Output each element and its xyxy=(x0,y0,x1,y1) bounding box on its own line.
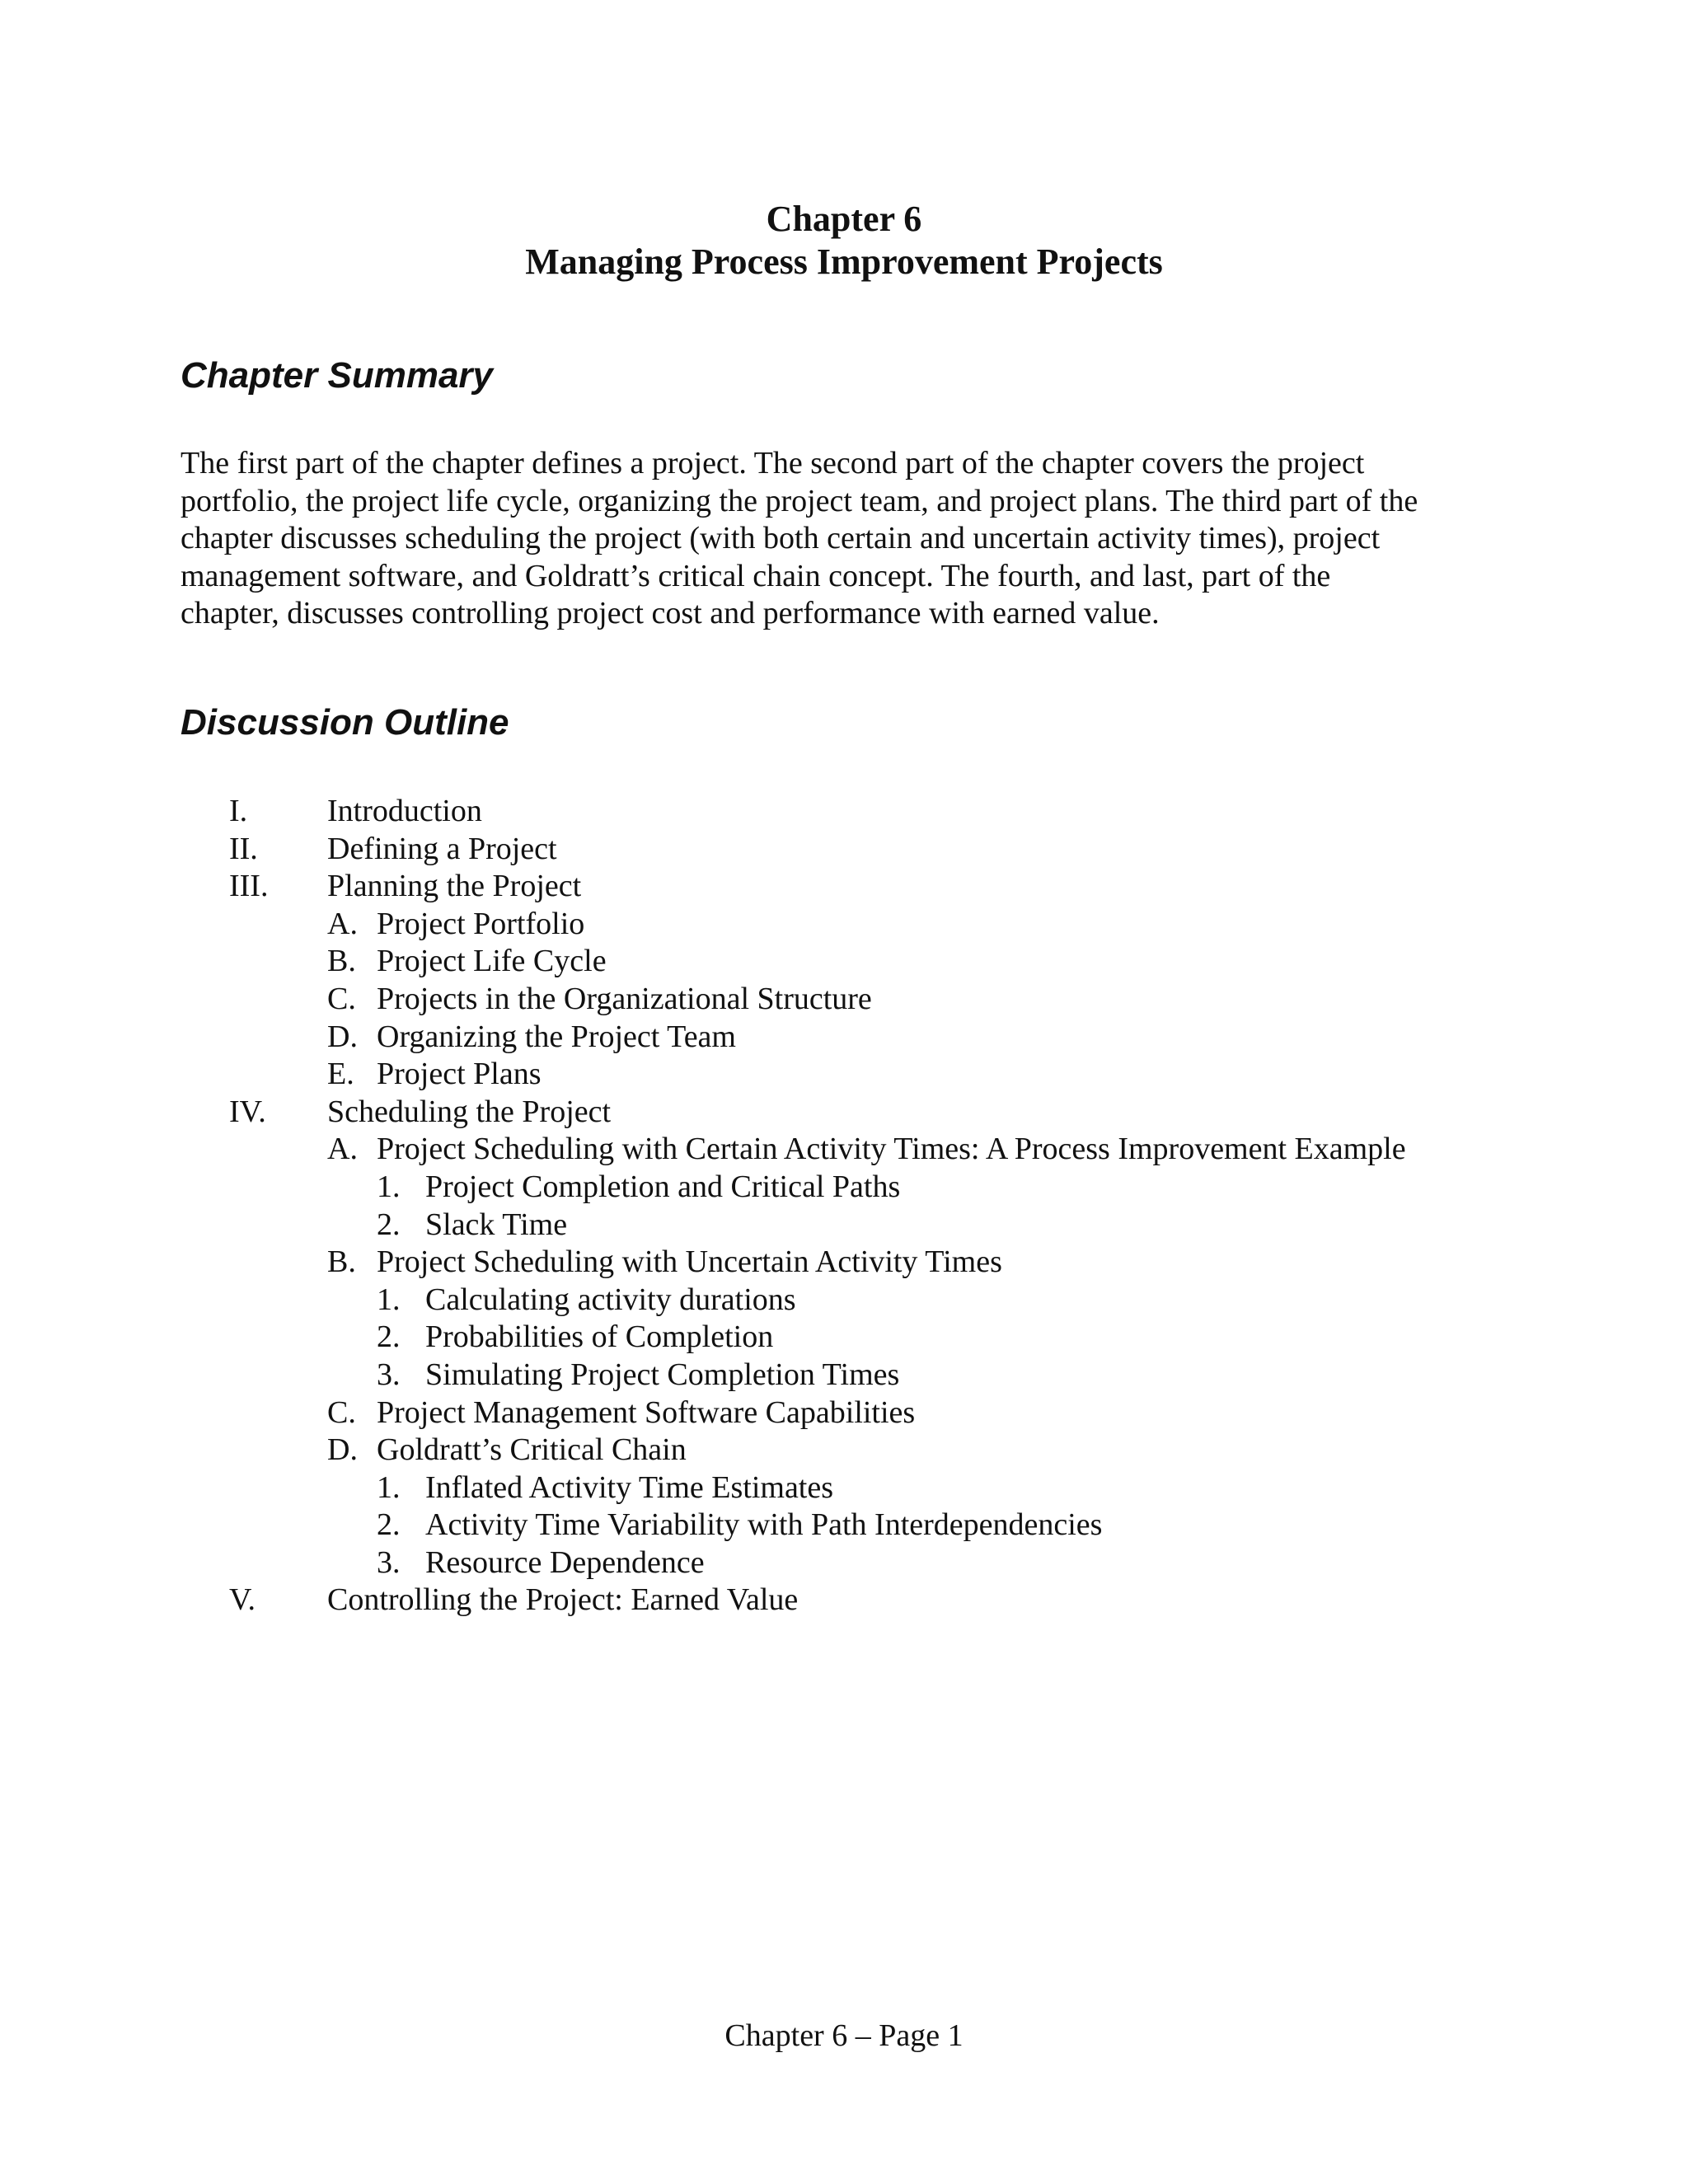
outline-marker: D. xyxy=(327,1432,358,1468)
outline-item xyxy=(0,831,1688,869)
outline-marker: 2. xyxy=(377,1207,401,1242)
outline-text: Slack Time xyxy=(425,1207,568,1242)
outline-marker: 1. xyxy=(377,1282,401,1317)
outline-subsubitem xyxy=(0,1207,1688,1244)
outline-text: Scheduling the Project xyxy=(327,1094,612,1129)
outline-marker: A. xyxy=(327,1132,358,1167)
outline-text: Project Plans xyxy=(377,1057,542,1092)
outline-marker: 2. xyxy=(377,1319,401,1355)
outline-subitem xyxy=(0,1244,1688,1282)
outline-subitem xyxy=(0,1394,1688,1432)
outline-subsubitem xyxy=(0,1469,1688,1507)
outline-text: Resource Dependence xyxy=(425,1544,705,1580)
outline-marker: D. xyxy=(327,1019,358,1054)
outline-text: Planning the Project xyxy=(327,869,582,904)
outline-text: Defining a Project xyxy=(327,831,557,866)
outline-item xyxy=(0,868,1688,906)
outline-item xyxy=(0,1582,1688,1619)
outline-text: Controlling the Project: Earned Value xyxy=(327,1582,799,1618)
outline-subsubitem xyxy=(0,1169,1688,1207)
outline-marker: B. xyxy=(327,1244,356,1280)
outline-item xyxy=(0,1094,1688,1132)
outline-marker: I. xyxy=(229,794,248,828)
outline-subitem xyxy=(0,981,1688,1019)
outline-marker: II. xyxy=(229,831,258,866)
outline-subsubitem xyxy=(0,1544,1688,1582)
chapter-title: Managing Process Improvement Projects xyxy=(525,241,1163,282)
outline-marker: 2. xyxy=(377,1507,401,1543)
outline-marker: III. xyxy=(229,869,269,904)
outline-marker: 3. xyxy=(377,1544,401,1580)
outline-marker: 1. xyxy=(377,1469,401,1505)
outline-text: Project Scheduling with Certain Activity Times: A Process Improvement Example xyxy=(377,1132,1406,1167)
outline-marker: C. xyxy=(327,981,356,1016)
outline-marker: IV. xyxy=(229,1094,266,1129)
outline-item xyxy=(0,793,1688,831)
outline-marker: V. xyxy=(229,1582,256,1618)
outline-text: Project Portfolio xyxy=(377,906,585,941)
chapter-number: Chapter 6 xyxy=(766,199,922,239)
outline-subitem xyxy=(0,1432,1688,1469)
outline-text: Projects in the Organizational Structure xyxy=(377,981,872,1016)
outline-subsubitem xyxy=(0,1282,1688,1319)
outline-marker: A. xyxy=(327,906,358,941)
outline-text: Calculating activity durations xyxy=(425,1282,796,1317)
page-footer: Chapter 6 – Page 1 xyxy=(724,2018,964,2053)
outline-marker: C. xyxy=(327,1394,356,1430)
outline-text: Activity Time Variability with Path Interdependencies xyxy=(425,1507,1103,1543)
outline-text: Organizing the Project Team xyxy=(377,1019,736,1054)
chapter-summary-text: The first part of the chapter defines a project. The second part of the chapter covers the project portfolio, the project life cycle, organizing the project team, and project plans. The third part of the chapter discusses scheduling the project (with both certain and uncertain activity times), project management software, and Goldratt’s critical chain concept. The fourth, and last, part of the chapter, discusses controlling project cost and performance with earned value. xyxy=(181,446,1418,630)
outline-text: Project Management Software Capabilities xyxy=(377,1394,916,1430)
outline-subitem xyxy=(0,943,1688,981)
outline-marker: E. xyxy=(327,1057,354,1092)
outline-subitem xyxy=(0,1131,1688,1169)
outline-subsubitem xyxy=(0,1507,1688,1544)
outline-marker: 3. xyxy=(377,1357,401,1392)
outline-subsubitem xyxy=(0,1319,1688,1357)
outline-subitem xyxy=(0,1056,1688,1094)
outline-text: Project Completion and Critical Paths xyxy=(425,1169,901,1204)
outline-marker: B. xyxy=(327,944,356,979)
outline-text: Project Scheduling with Uncertain Activity Times xyxy=(377,1244,1002,1280)
outline-subitem xyxy=(0,906,1688,944)
outline-text: Inflated Activity Time Estimates xyxy=(425,1469,834,1505)
outline-text: Simulating Project Completion Times xyxy=(425,1357,900,1392)
outline-marker: 1. xyxy=(377,1169,401,1204)
discussion-outline-list xyxy=(0,793,1688,1619)
outline-text: Goldratt’s Critical Chain xyxy=(377,1432,687,1468)
outline-text: Introduction xyxy=(327,794,482,828)
discussion-outline-heading: Discussion Outline xyxy=(181,702,509,743)
outline-subsubitem xyxy=(0,1357,1688,1394)
outline-subitem xyxy=(0,1019,1688,1057)
outline-text: Probabilities of Completion xyxy=(425,1319,774,1355)
chapter-summary-heading: Chapter Summary xyxy=(181,355,494,396)
outline-text: Project Life Cycle xyxy=(377,944,607,979)
